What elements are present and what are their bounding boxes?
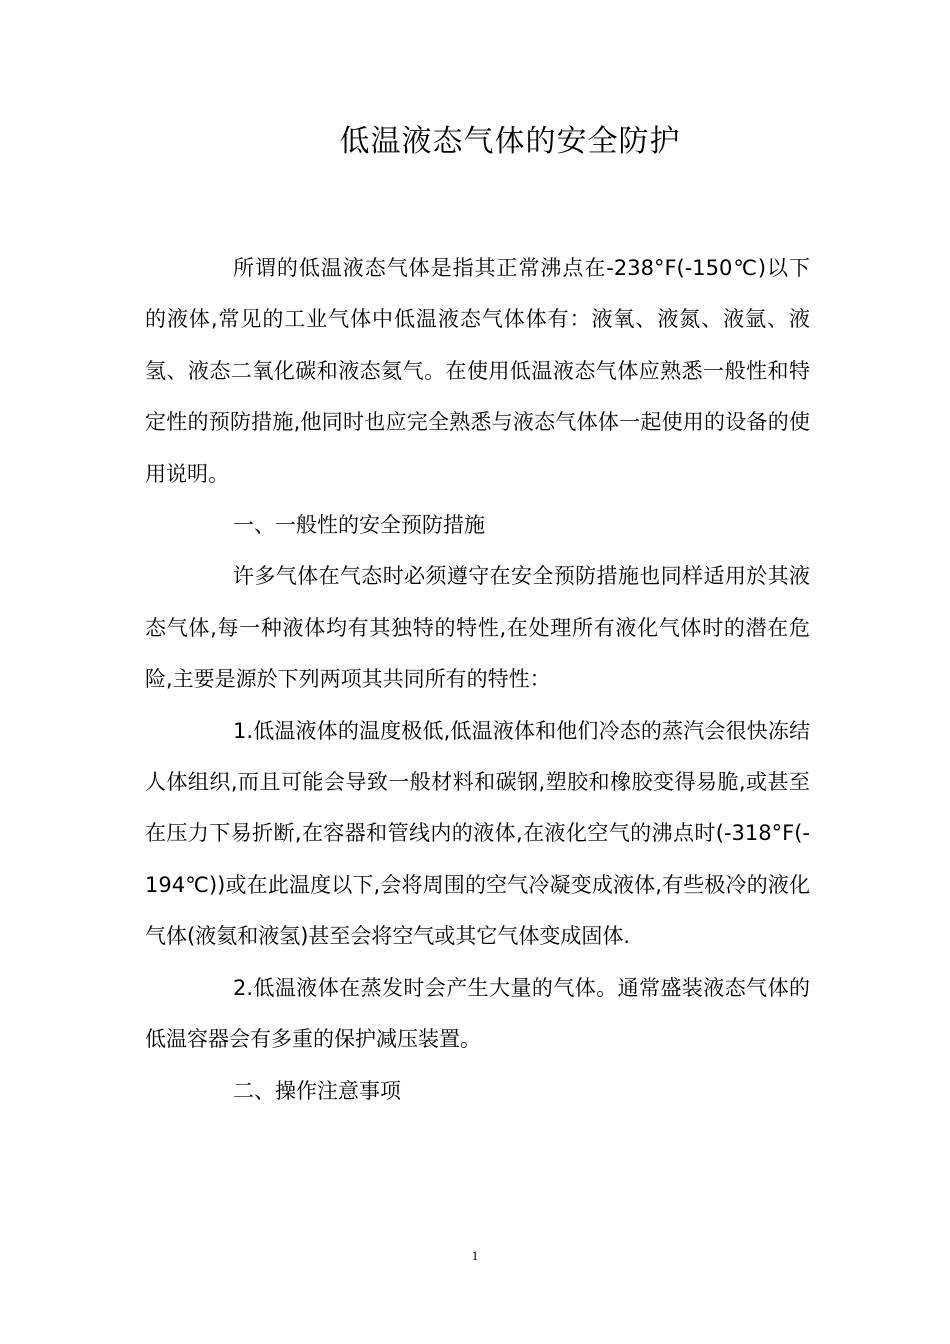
page-number: 1: [471, 1248, 479, 1263]
document-body: [145, 243, 810, 1117]
paragraph-intro: 所谓的低温液态气体是指其正常沸点在-238°F(-150℃)以下的液体,常见的工业气体中低温液态气体体有：液氧、液氮、液氩、液氢、液态二氧化碳和液态氦气。在使用低温液态气体应熟悉一般性和特定性的预防措施,他同时也应完全熟悉与液态气体体一起使用的设备的使用说明。: [145, 256, 810, 486]
section-heading-operating-notes: 二、操作注意事项: [233, 1078, 401, 1103]
paragraph-general-precautions: 许多气体在气态时必须遵守在安全预防措施也同样适用於其液态气体,每一种液体均有其独特的特性,在处理所有液化气体时的潜在危险,主要是源於下列两项其共同所有的特性：: [145, 564, 810, 692]
section-heading-general-precautions: 一、一般性的安全预防措施: [233, 513, 485, 538]
document-title: 低温液态气体的安全防护: [339, 124, 681, 159]
paragraph-item-1-low-temperature: 1.低温液体的温度极低,低温液体和他们冷态的蒸汽会很快冻结人体组织,而且可能会导致一般材料和碳钢,塑胶和橡胶变得易脆,或甚至在压力下易折断,在容器和管线内的液体,在液化空气的沸点时(-318°F(-194℃))或在此温度以下,会将周围的空气冷凝变成液体,有些极冷的液化气体(液氦和液氢)甚至会将空气或其它气体变成固体.: [145, 718, 810, 949]
paragraph-item-2-vaporization: 2.低温液体在蒸发时会产生大量的气体。通常盛装液态气体的低温容器会有多重的保护减压装置。: [145, 975, 810, 1052]
